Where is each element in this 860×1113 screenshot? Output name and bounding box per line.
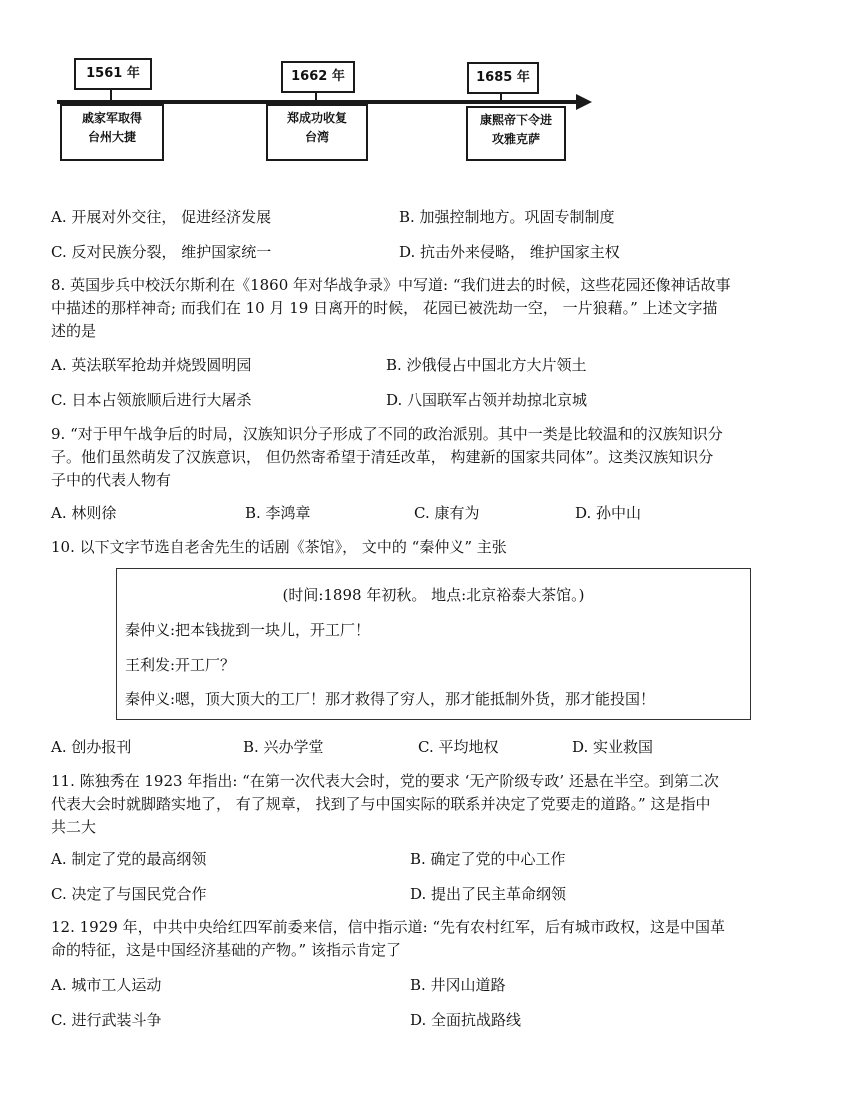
q11-stem-line: 共二大	[51, 818, 97, 836]
q9-stem-line: 子。他们虽然萌发了汉族意识， 但仍然寄希望于清廷改革， 构建新的国家共同体”。这类汉族知识分	[51, 448, 714, 466]
q11-option-b: B. 确定了党的中心工作	[410, 850, 566, 868]
q8-stem-line: 中描述的那样神奇; 而我们在 10 月 19 日离开的时候， 花园已被洗劫一空， 一片狼藉。” 上述文字描	[51, 299, 718, 317]
quote-line: 秦仲义:嗯，顶大顶大的工厂！那才救得了穷人，那才能抵制外货，那才能投国！	[125, 690, 656, 708]
timeline-year: 1662 年	[281, 61, 355, 93]
q12-option-a: A. 城市工人运动	[51, 976, 162, 994]
timeline-year: 1561 年	[74, 58, 152, 90]
timeline-event-line: 康熙帝下令进	[479, 113, 552, 127]
timeline-event-line: 戚家军取得	[81, 111, 142, 125]
q8-stem-line: 8. 英国步兵中校沃尔斯利在《1860 年对华战争录》中写道: “我们进去的时候，这些花园还像神话故事	[51, 276, 731, 294]
q8-option-a: A. 英法联军抢劫并烧毁圆明园	[51, 356, 252, 374]
timeline-stem	[315, 91, 317, 100]
q10-quote-box	[116, 568, 751, 720]
timeline-event	[466, 106, 566, 161]
timeline-event	[266, 104, 368, 161]
q10-option-b: B. 兴办学堂	[243, 738, 324, 756]
timeline-event	[60, 104, 164, 161]
q9-option-c: C. 康有为	[414, 504, 480, 522]
quote-line: 王利发:开工厂？	[125, 656, 236, 674]
q10-option-c: C. 平均地权	[418, 738, 499, 756]
q12-option-b: B. 井冈山道路	[410, 976, 506, 994]
q7-option-a: A. 开展对外交往， 促进经济发展	[51, 208, 272, 226]
timeline-event-line: 台湾	[304, 130, 329, 144]
q9-option-a: A. 林则徐	[51, 504, 117, 522]
q12-stem-line: 12. 1929 年，中共中央给红四军前委来信，信中指示道: “先有农村红军，后有城市政权，这是中国革	[51, 918, 726, 936]
q10-stem: 10. 以下文字节选自老舍先生的话剧《茶馆》， 文中的 “秦仲义” 主张	[51, 538, 507, 556]
q9-stem-line: 子中的代表人物有	[51, 471, 172, 489]
q7-option-c: C. 反对民族分裂， 维护国家统一	[51, 243, 272, 261]
q7-option-b: B. 加强控制地方。巩固专制制度	[399, 208, 615, 226]
q10-option-a: A. 创办报刊	[51, 738, 132, 756]
timeline-event-line: 攻雅克萨	[491, 132, 540, 146]
timeline-event-line: 台州大捷	[87, 130, 136, 144]
q10-option-d: D. 实业救国	[572, 738, 654, 756]
q12-option-c: C. 进行武装斗争	[51, 1011, 162, 1029]
timeline-arrow-icon	[576, 94, 592, 110]
q8-option-c: C. 日本占领旅顺后进行大屠杀	[51, 391, 252, 409]
q9-option-d: D. 孙中山	[575, 504, 642, 522]
q7-option-d: D. 抗击外来侵略， 维护国家主权	[399, 243, 620, 261]
q9-stem-line: 9. “对于甲午战争后的时局，汉族知识分子形成了不同的政治派别。其中一类是比较温和的汉族知识分	[51, 425, 723, 443]
q8-option-b: B. 沙俄侵占中国北方大片领土	[386, 356, 587, 374]
q8-stem-line: 述的是	[51, 322, 97, 340]
q11-option-a: A. 制定了党的最高纲领	[51, 850, 207, 868]
q12-stem-line: 命的特征，这是中国经济基础的产物。” 该指示肯定了	[51, 941, 401, 959]
q9-option-b: B. 李鸿章	[245, 504, 311, 522]
q11-option-c: C. 决定了与国民党合作	[51, 885, 207, 903]
timeline-stem	[110, 88, 112, 100]
quote-line: 秦仲义:把本钱拢到一块儿，开工厂！	[125, 621, 371, 639]
timeline-stem	[500, 92, 502, 100]
q8-option-d: D. 八国联军占领并劫掠北京城	[386, 391, 588, 409]
timeline-year: 1685 年	[467, 62, 539, 94]
q11-stem-line: 代表大会时就脚踏实地了， 有了规章， 找到了与中国实际的联系并决定了党要走的道路。” 这是指中	[51, 795, 711, 813]
quote-heading: (时间:1898 年初秋。 地点:北京裕泰大茶馆。)	[282, 586, 585, 604]
q12-option-d: D. 全面抗战路线	[410, 1011, 522, 1029]
q11-option-d: D. 提出了民主革命纲领	[410, 885, 567, 903]
q11-stem-line: 11. 陈独秀在 1923 年指出: “在第一次代表大会时，党的要求 ‘无产阶级专政’ 还悬在半空。到第二次	[51, 772, 719, 790]
timeline-event-line: 郑成功收复	[286, 111, 347, 125]
